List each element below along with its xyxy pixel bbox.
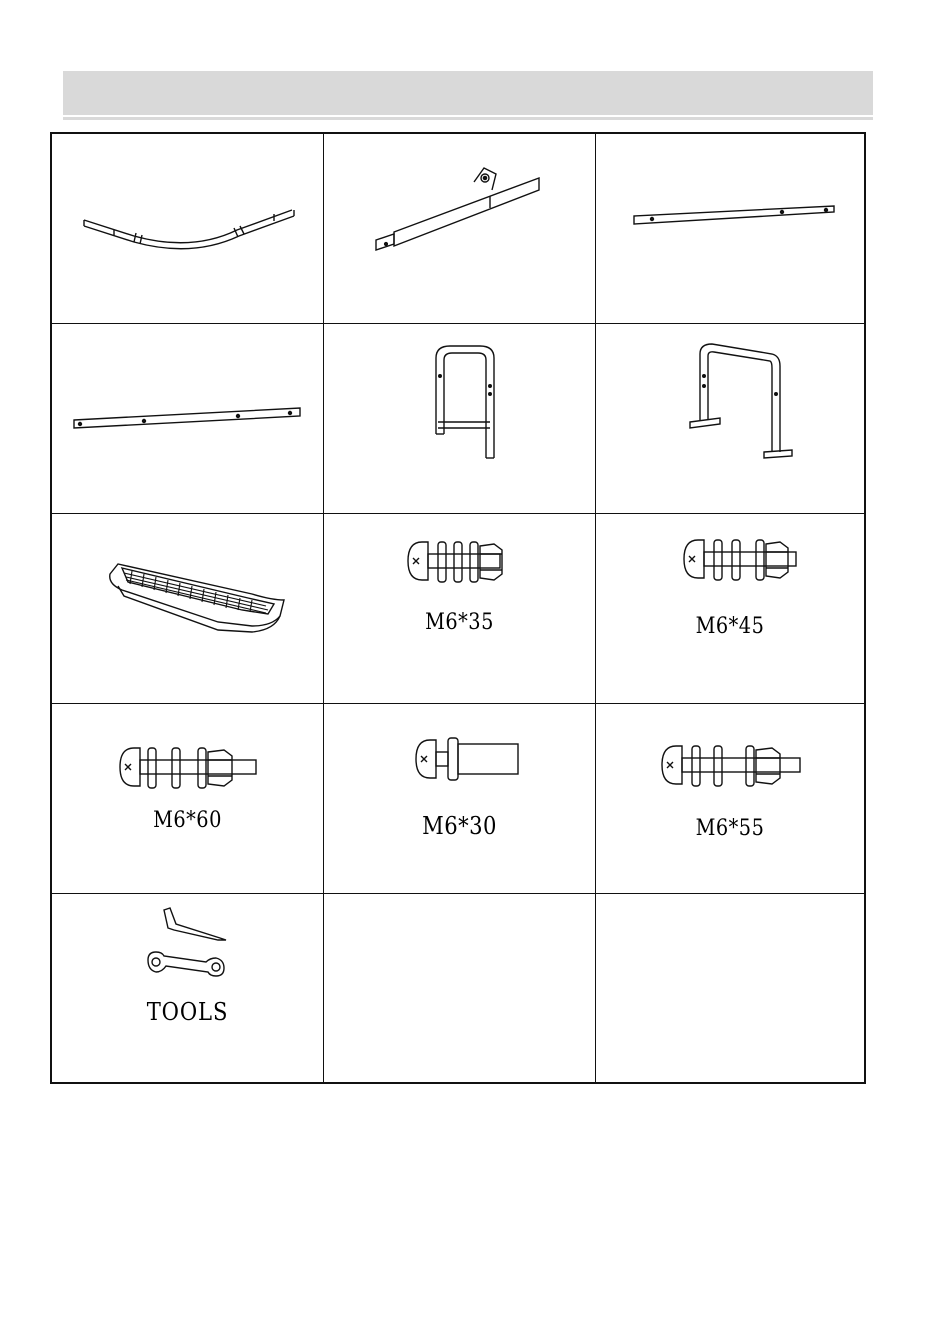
bolt-set-drawing <box>324 514 596 704</box>
part-cell-u-frame-feet <box>596 324 864 514</box>
tools-drawing <box>52 894 324 1082</box>
u-frame-feet-drawing <box>596 324 864 514</box>
part-cell-bolt-m6-30 <box>324 704 596 894</box>
bolt-size-label: M6*55 <box>695 816 765 841</box>
bracket-tube-drawing <box>324 134 596 324</box>
pedal-board-drawing <box>52 514 324 704</box>
bolt-set-drawing <box>596 514 864 704</box>
part-cell-bolt-m6-35 <box>324 514 596 704</box>
bolt-size-label: M6*30 <box>422 812 497 840</box>
part-cell-empty <box>324 894 596 1082</box>
bolt-set-drawing <box>52 704 324 894</box>
part-cell-tools <box>52 894 324 1082</box>
tools-label: TOOLS <box>146 998 229 1026</box>
part-cell-curved-tube <box>52 134 324 324</box>
part-cell-bolt-m6-60 <box>52 704 324 894</box>
part-cell-u-frame <box>324 324 596 514</box>
parts-grid <box>50 132 866 1084</box>
part-cell-straight-bar-short <box>596 134 864 324</box>
bolt-set-drawing <box>596 704 864 894</box>
header-rule <box>63 117 873 120</box>
part-cell-bracket-tube <box>324 134 596 324</box>
straight-bar-long-drawing <box>52 324 324 514</box>
curved-tube-drawing <box>52 134 324 324</box>
bolt-drawing <box>324 704 596 894</box>
part-cell-empty <box>596 894 864 1082</box>
part-cell-bolt-m6-55 <box>596 704 864 894</box>
hex-key-icon <box>164 908 226 940</box>
part-cell-bolt-m6-45 <box>596 514 864 704</box>
bolt-size-label: M6*60 <box>153 808 222 833</box>
part-cell-straight-bar-long <box>52 324 324 514</box>
bolt-size-label: M6*35 <box>425 610 494 635</box>
u-frame-drawing <box>324 324 596 514</box>
part-cell-pedal-board <box>52 514 324 704</box>
bolt-size-label: M6*45 <box>695 614 765 639</box>
straight-bar-short-drawing <box>596 134 864 324</box>
header-bar <box>63 71 873 115</box>
